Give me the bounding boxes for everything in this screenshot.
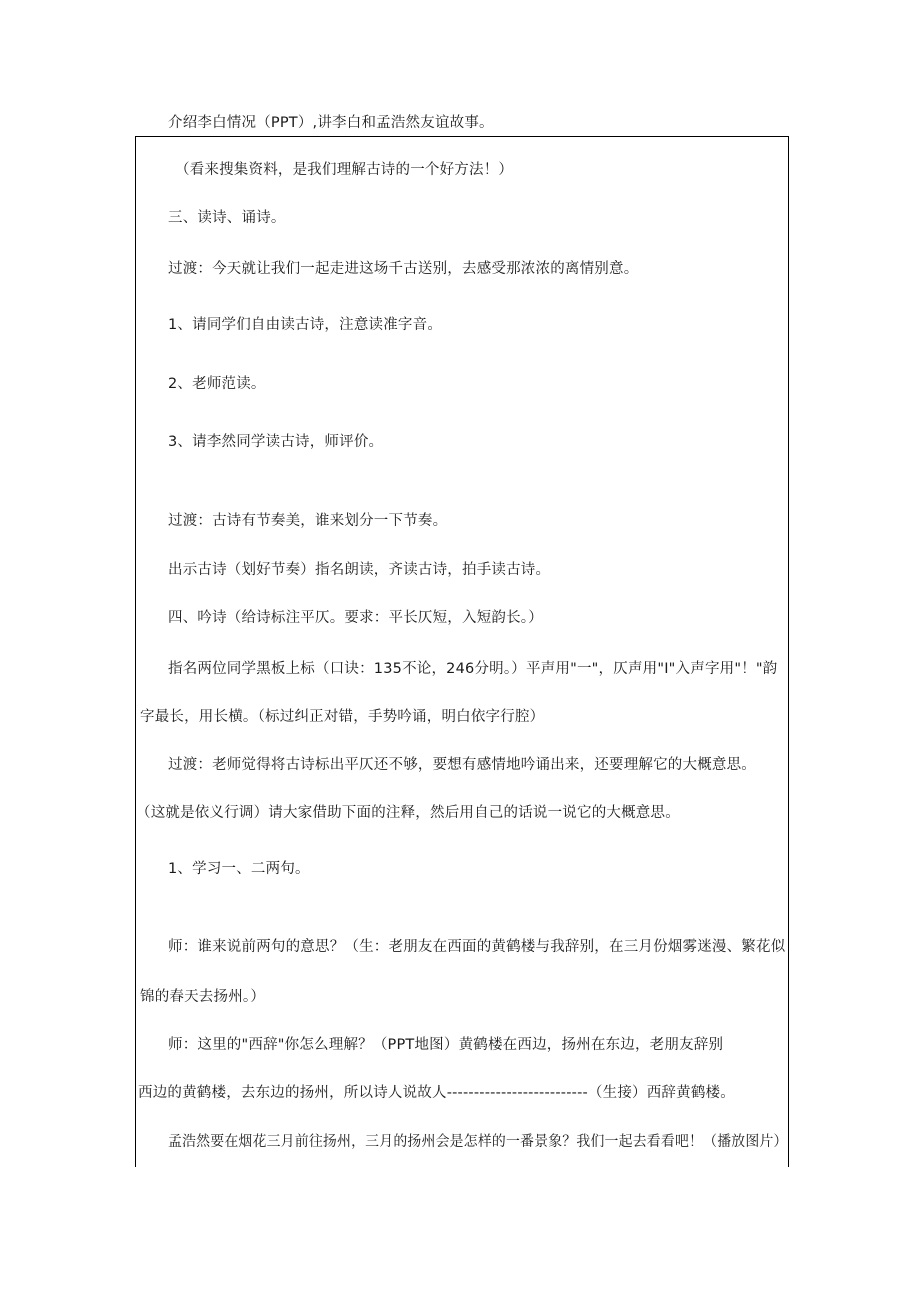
paragraph: 过渡：老师觉得将古诗标出平仄还不够，要想有感情地吟诵出来，还要理解它的大概意思。 — [168, 757, 756, 773]
paragraph: 指名两位同学黑板上标（口诀：135不论，246分明。）平声用"一"，仄声用"I"入声字用"！"韵 — [168, 661, 778, 677]
section-heading: 三、读诗、诵诗。 — [168, 210, 286, 226]
list-item: 1、请同学们自由读古诗，注意读准字音。 — [168, 317, 443, 333]
list-item: 1、学习一、二两句。 — [168, 861, 310, 877]
paragraph: 过渡：古诗有节奏美，谁来划分一下节奏。 — [168, 513, 448, 529]
paragraph: （看来搜集资料，是我们理解古诗的一个好方法！） — [175, 162, 514, 178]
paragraph: 孟浩然要在烟花三月前往扬州，三月的扬州会是怎样的一番景象？我们一起去看看吧！（播放图片） — [168, 1134, 788, 1150]
paragraph: 锦的春天去扬州。） — [140, 989, 266, 1005]
paragraph: （这就是依义行调）请大家借助下面的注释，然后用自己的话说一说它的大概意思。 — [136, 805, 680, 821]
paragraph: 过渡：今天就让我们一起走进这场千古送别，去感受那浓浓的离情别意。 — [168, 261, 639, 277]
intro-line: 介绍李白情况（PPT）,讲李白和孟浩然友谊故事。 — [168, 115, 494, 131]
paragraph: 字最长，用长横。（标过纠正对错，手势吟诵，明白依字行腔） — [140, 709, 545, 725]
paragraph: 西边的黄鹤楼，去东边的扬州，所以诗人说故人--------------------------（生接）西辞黄鹤楼。 — [138, 1085, 735, 1101]
paragraph: 师：谁来说前两句的意思？（生：老朋友在西面的黄鹤楼与我辞别，在三月份烟雾迷漫、繁花似 — [168, 939, 786, 955]
lesson-table-frame — [135, 136, 789, 1167]
section-heading: 四、吟诗（给诗标注平仄。要求：平长仄短，入短韵长。） — [168, 610, 543, 626]
paragraph: 师：这里的"西辞"你怎么理解？（PPT地图）黄鹤楼在西边，扬州在东边，老朋友辞别 — [168, 1037, 724, 1053]
paragraph: 出示古诗（划好节奏）指名朗读，齐读古诗，拍手读古诗。 — [168, 562, 551, 578]
list-item: 3、请李然同学读古诗，师评价。 — [168, 434, 384, 450]
list-item: 2、老师范读。 — [168, 376, 266, 392]
